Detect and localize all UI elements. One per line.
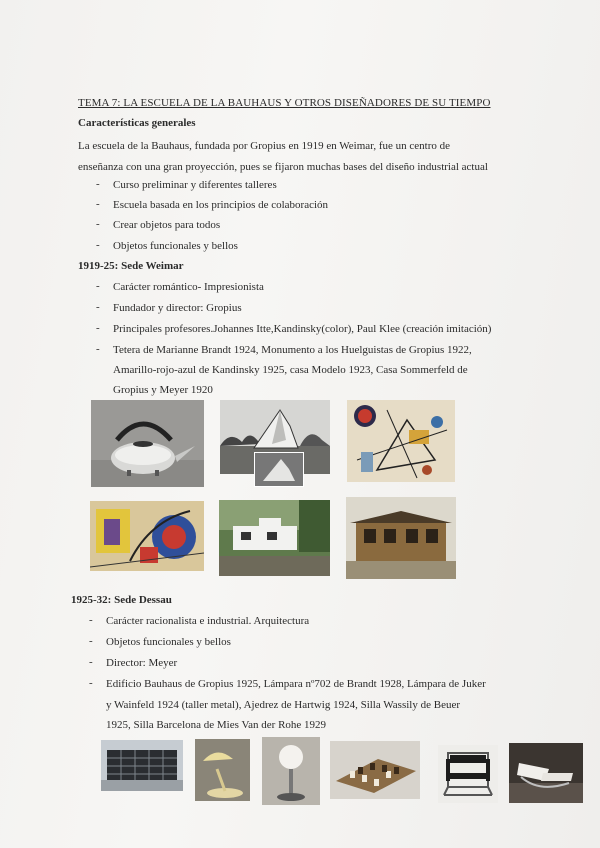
chess-set-image [330, 741, 420, 799]
bullet-mark: - [96, 218, 100, 230]
casa-modelo-image [219, 500, 330, 576]
dessau-works-line-2: y Wainfeld 1924 (taller metal), Ajedrez de Hartwig 1924, Silla Wassily de Beuer [106, 699, 461, 711]
bullet-mark: - [96, 280, 100, 292]
page-title: TEMA 7: LA ESCUELA DE LA BAUHAUS Y OTROS DISEÑADORES DE SU TIEMPO [78, 97, 491, 109]
bullet-mark: - [89, 614, 93, 626]
bullet-mark: - [89, 677, 93, 689]
bullet-mark: - [89, 635, 93, 647]
yellow-red-blue-image [90, 501, 204, 571]
kandinsky-composition-image [347, 400, 455, 482]
general-paragraph-line-1: La escuela de la Bauhaus, fundada por Gropius en 1919 en Weimar, fue un centro de [78, 140, 451, 152]
bullet-mark: - [89, 656, 93, 668]
bullet-mark: - [96, 239, 100, 251]
bauhaus-building-image [101, 740, 183, 791]
weimar-bullet-1: Carácter romántico- Impresionista [113, 281, 264, 293]
weimar-bullet-2: Fundador y director: Gropius [113, 302, 242, 314]
general-bullet-3: Crear objetos para todos [113, 219, 221, 231]
general-bullet-1: Curso preliminar y diferentes talleres [113, 179, 277, 191]
weimar-bullet-3: Principales profesores.Johannes Itte,Kandinsky(color), Paul Klee (creación imitación) [113, 323, 492, 335]
dessau-bullet-3: Director: Meyer [106, 657, 178, 669]
dessau-bullet-2: Objetos funcionales y bellos [106, 636, 231, 648]
general-paragraph-line-2: enseñanza con una gran proyección, pues se fijaron muchas bases del diseño industrial actual [78, 161, 488, 173]
kandem-lamp-image [195, 739, 250, 801]
weimar-works-line-3: Gropius y Meyer 1920 [113, 384, 213, 396]
bullet-mark: - [96, 322, 100, 334]
barcelona-chair-image [509, 743, 583, 803]
weimar-works-line-1: Tetera de Marianne Brandt 1924, Monumento a los Huelguistas de Gropius 1922, [113, 344, 472, 356]
casa-sommerfeld-image [346, 497, 456, 579]
wagenfeld-lamp-image [262, 737, 320, 805]
dessau-bullet-1: Carácter racionalista e industrial. Arquitectura [106, 615, 310, 627]
dessau-works-line-3: 1925, Silla Barcelona de Mies Van der Rohe 1929 [106, 719, 327, 731]
general-heading: Características generales [78, 117, 196, 129]
monument-detail-image [254, 452, 304, 487]
wassily-chair-image [438, 745, 498, 803]
general-bullet-2: Escuela basada en los principios de colaboración [113, 199, 329, 211]
weimar-works-line-2: Amarillo-rojo-azul de Kandinsky 1925, casa Modelo 1923, Casa Sommerfeld de [113, 364, 468, 376]
bullet-mark: - [96, 178, 100, 190]
bullet-mark: - [96, 301, 100, 313]
teapot-image [91, 400, 204, 487]
general-bullet-4: Objetos funcionales y bellos [113, 240, 238, 252]
dessau-heading: 1925-32: Sede Dessau [71, 594, 172, 606]
dessau-works-line-1: Edificio Bauhaus de Gropius 1925, Lámpara nº702 de Brandt 1928, Lámpara de Juker [106, 678, 486, 690]
bullet-mark: - [96, 198, 100, 210]
bullet-mark: - [96, 343, 100, 355]
weimar-heading: 1919-25: Sede Weimar [78, 260, 184, 272]
